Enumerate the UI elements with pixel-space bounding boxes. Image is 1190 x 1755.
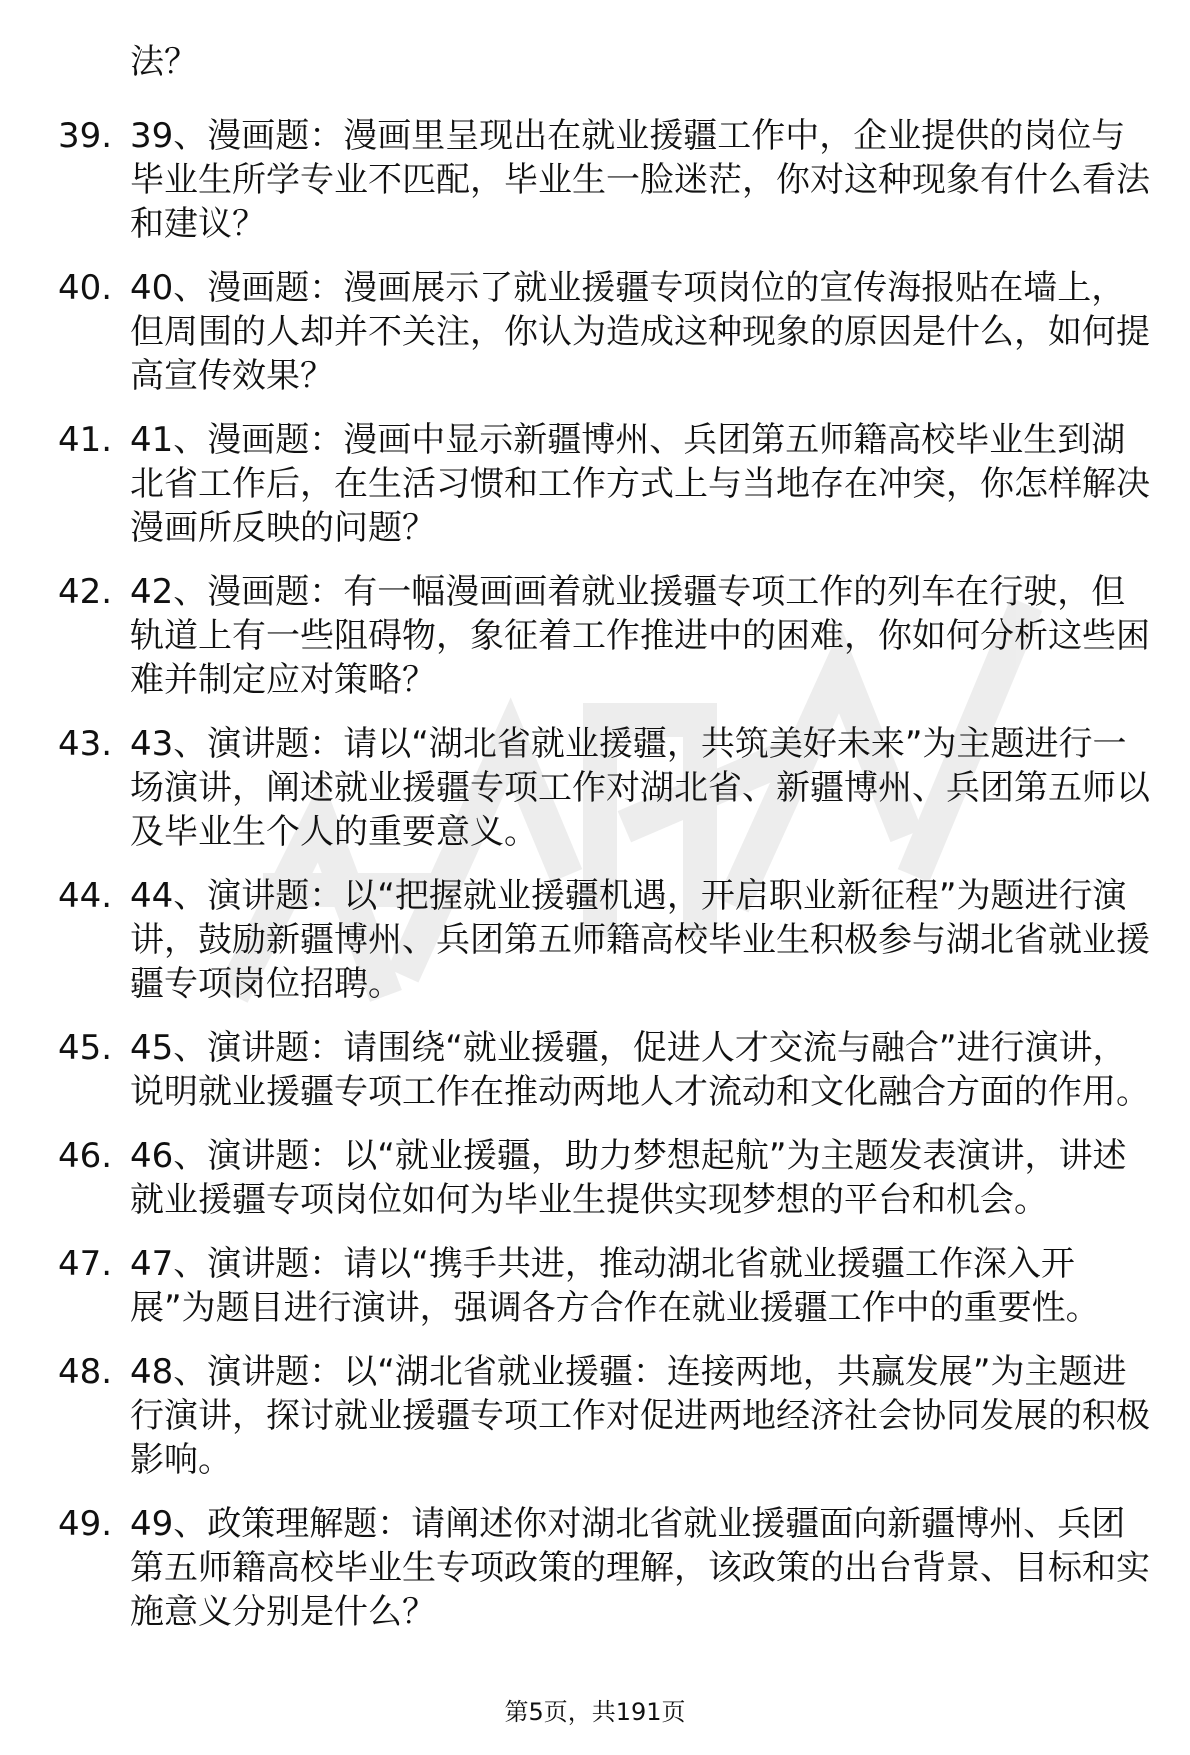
question-item (0, 114, 1190, 246)
question-item (0, 874, 1190, 1006)
question-text: 47、演讲题：请以“携手共进，推动湖北省就业援疆工作深入开展”为题目进行演讲，强调各方合作在就业援疆工作中的重要性。 (130, 1244, 1100, 1328)
page-footer: 第5页，共191页 (504, 1698, 686, 1726)
question-number: 41. (58, 420, 113, 460)
question-text: 49、政策理解题：请阐述你对湖北省就业援疆面向新疆博州、兵团第五师籍高校毕业生专项政策的理解，该政策的出台背景、目标和实施意义分别是什么？ (130, 1504, 1150, 1632)
question-item (0, 1242, 1190, 1330)
question-number: 44. (58, 876, 113, 916)
question-text: 40、漫画题：漫画展示了就业援疆专项岗位的宣传海报贴在墙上，但周围的人却并不关注，你认为造成这种现象的原因是什么，如何提高宣传效果？ (130, 268, 1150, 396)
question-number: 40. (58, 268, 113, 308)
question-item (0, 1134, 1190, 1222)
question-text: 48、演讲题：以“湖北省就业援疆：连接两地，共赢发展”为主题进行演讲，探讨就业援疆专项工作对促进两地经济社会协同发展的积极影响。 (130, 1352, 1150, 1480)
question-item (0, 1502, 1190, 1634)
question-text: 43、演讲题：请以“湖北省就业援疆，共筑美好未来”为主题进行一场演讲，阐述就业援疆专项工作对湖北省、新疆博州、兵团第五师以及毕业生个人的重要意义。 (130, 724, 1150, 852)
question-number: 39. (58, 116, 113, 156)
question-text: 44、演讲题：以“把握就业援疆机遇，开启职业新征程”为题进行演讲，鼓励新疆博州、兵团第五师籍高校毕业生积极参与湖北省就业援疆专项岗位招聘。 (130, 876, 1150, 1004)
question-item (0, 1350, 1190, 1482)
question-text: 45、演讲题：请围绕“就业援疆，促进人才交流与融合”进行演讲，说明就业援疆专项工作在推动两地人才流动和文化融合方面的作用。 (130, 1028, 1150, 1112)
question-number: 49. (58, 1504, 113, 1544)
question-text: 39、漫画题：漫画里呈现出在就业援疆工作中，企业提供的岗位与毕业生所学专业不匹配，毕业生一脸迷茫，你对这种现象有什么看法和建议？ (130, 116, 1150, 244)
question-number: 48. (58, 1352, 113, 1392)
question-number: 43. (58, 724, 113, 764)
question-text: 42、漫画题：有一幅漫画画着就业援疆专项工作的列车在行驶，但轨道上有一些阻碍物，象征着工作推进中的困难，你如何分析这些困难并制定应对策略？ (130, 572, 1150, 700)
question-number: 45. (58, 1028, 113, 1068)
question-item (0, 266, 1190, 398)
question-number: 46. (58, 1136, 113, 1176)
question-number: 42. (58, 572, 113, 612)
question-number: 47. (58, 1244, 113, 1284)
question-list (0, 114, 1190, 1654)
question-item (0, 418, 1190, 550)
question-item (0, 1026, 1190, 1114)
question-text: 46、演讲题：以“就业援疆，助力梦想起航”为主题发表演讲，讲述就业援疆专项岗位如何为毕业生提供实现梦想的平台和机会。 (130, 1136, 1127, 1220)
question-item (0, 570, 1190, 702)
question-text: 41、漫画题：漫画中显示新疆博州、兵团第五师籍高校毕业生到湖北省工作后，在生活习惯和工作方式上与当地存在冲突，你怎样解决漫画所反映的问题？ (130, 420, 1150, 548)
question-item (0, 722, 1190, 854)
continued-text-line: 法？ (130, 42, 198, 82)
